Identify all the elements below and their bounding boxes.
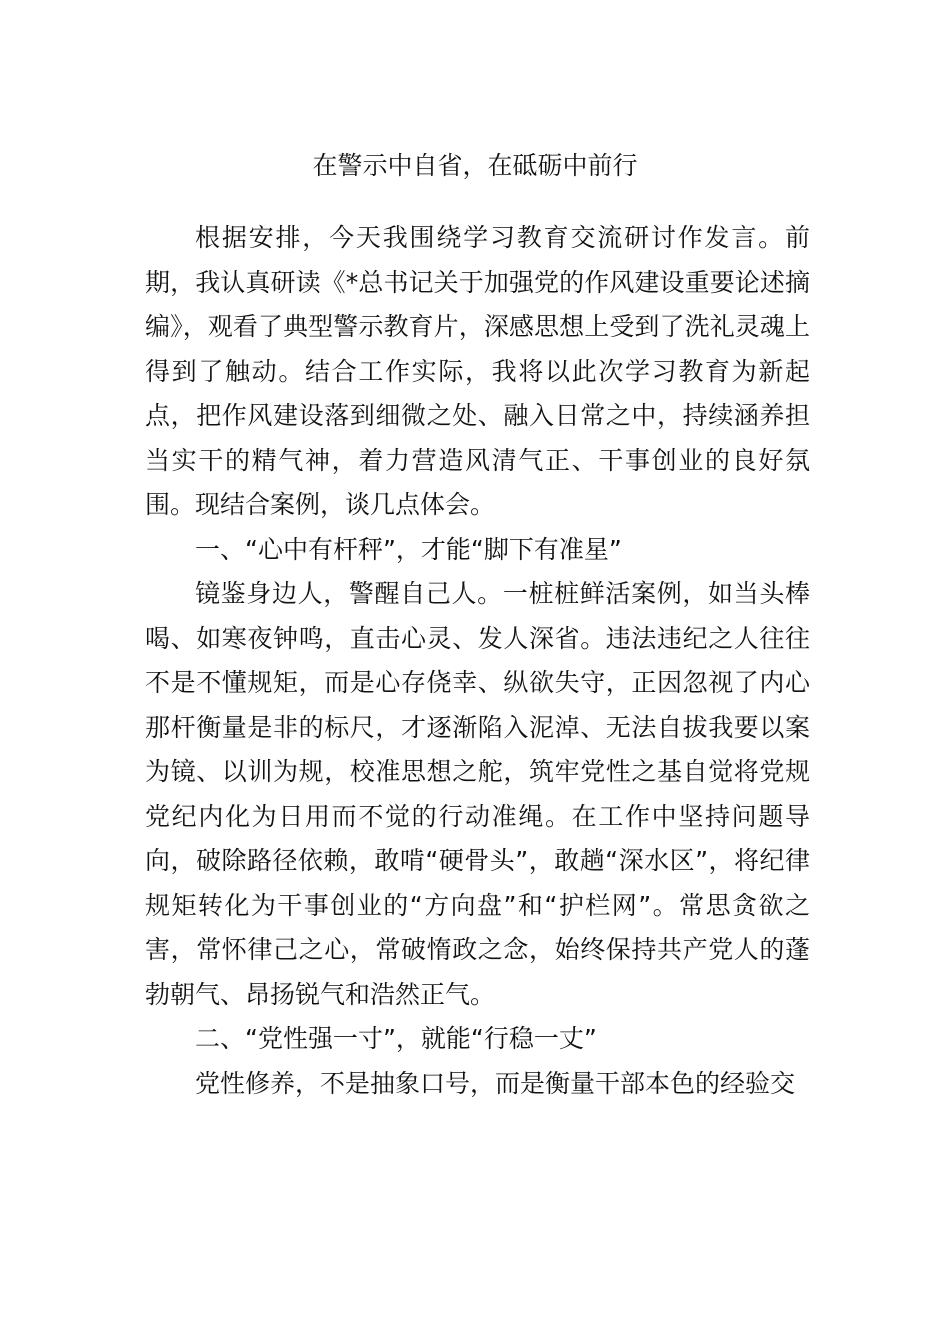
document-body — [145, 216, 810, 1106]
section-heading-2: 二、“党性强一寸”，就能“行稳一丈” — [195, 1024, 597, 1053]
document-title: 在警示中自省，在砥砺中前行 — [312, 151, 638, 180]
section-heading-1: 一、“心中有杆秤”，才能“脚下有准星” — [195, 534, 622, 564]
section-1-paragraph: 镜鉴身边人，警醒自己人。一桩桩鲜活案例，如当头棒喝、如寒夜钟鸣，直击心灵、发人深省。违法违纪之人往往不是不懂规矩，而是心存侥幸、纵欲失守，正因忽视了内心那杆衡量是非的标尺，才逐渐陷入泥淖、无法自拔我要以案为镜、以训为规，校准思想之舵，筑牢党性之基自觉将党规党纪内化为日用而不觉的行动准绳。在工作中坚持问题导向，破除路径依赖，敢啃“硬骨头”，敢趟“深水区”，将纪律规矩转化为干事创业的“方向盘”和“护栏网”。常思贪欲之害，常怀律己之心，常破惰政之念，始终保持共产党人的蓬勃朝气、昂扬锐气和浩然正气。 — [145, 579, 810, 1009]
section-2-paragraph: 党性修养，不是抽象口号，而是衡量干部本色的经验交 — [195, 1068, 796, 1098]
intro-paragraph: 根据安排，今天我围绕学习教育交流研讨作发言。前期，我认真研读《*总书记关于加强党的作风建设重要论述摘编》，观看了典型警示教育片，深感思想上受到了洗礼灵魂上得到了触动。结合工作实际，我将以此次学习教育为新起点，把作风建设落到细微之处、融入日常之中，持续涵养担当实干的精气神，着力营造风清气正、干事创业的良好氛围。现结合案例，谈几点体会。 — [145, 223, 810, 519]
